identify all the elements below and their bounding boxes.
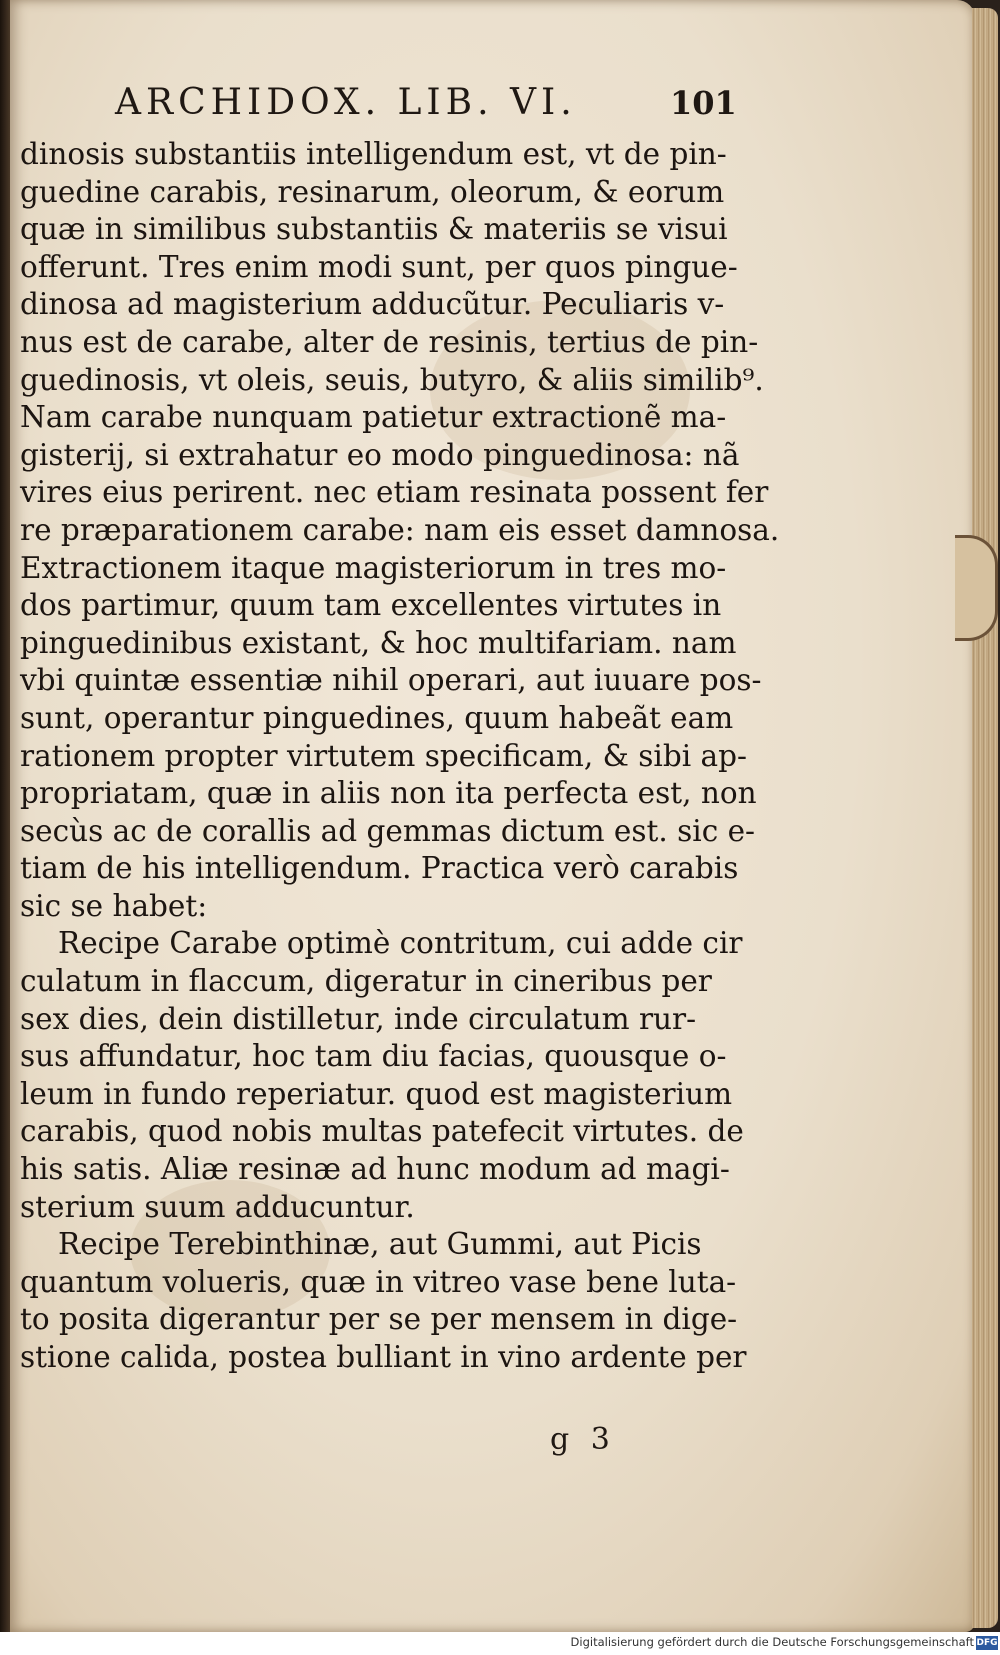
footer-bar [0, 1632, 1000, 1655]
paragraph-start-line: Recipe Terebinthinæ, aut Gummi, aut Picis [58, 1227, 702, 1262]
text-line: quantum volueris, quæ in vitreo vase bene luta- [20, 1264, 737, 1299]
text-line: propriatam, quæ in aliis non ita perfecta est, non [20, 776, 757, 811]
text-line: stione calida, postea bulliant in vino ardente per [20, 1340, 747, 1374]
thumb-tab [955, 535, 998, 641]
text-line: Extractionem itaque magisteriorum in tres mo- [20, 550, 727, 585]
text-line: sic se habet: [20, 888, 208, 923]
text-line: sus affundatur, hoc tam diu facias, quousque o- [20, 1039, 727, 1074]
text-line: leum in fundo reperiatur. quod est magisterium [20, 1076, 733, 1111]
text-line: offerunt. Tres enim modi sunt, per quos pingue- [20, 249, 738, 284]
text-line: vbi quintæ essentiæ nihil operari, aut iuuare pos- [20, 663, 762, 698]
dfg-logo: DFG [976, 1638, 998, 1648]
text-line: guedinosis, vt oleis, seuis, butyro, & aliis similib⁹. [20, 362, 764, 397]
signature-mark: g 3 [550, 1422, 616, 1457]
text-line: Nam carabe nunquam patietur extractionẽ ma- [20, 400, 727, 435]
paragraph-start-line: Recipe Carabe optimè contritum, cui adde cir [58, 926, 743, 961]
text-line: re præparationem carabe: nam eis esset damnosa. [20, 512, 780, 547]
text-line: secùs ac de corallis ad gemmas dictum est. sic e- [20, 813, 756, 848]
text-line: gisterij, si extrahatur eo modo pinguedinosa: nã [20, 437, 740, 472]
text-line: vires eius perirent. nec etiam resinata possent fer [20, 475, 769, 510]
page-number: 101 [670, 84, 737, 122]
body-text [20, 136, 780, 1377]
running-title: ARCHIDOX. LIB. VI. [115, 82, 577, 123]
text-line: sunt, operantur pinguedines, quum habeãt eam [20, 700, 734, 735]
text-line: carabis, quod nobis multas patefecit virtutes. de [20, 1114, 744, 1149]
text-line: to posita digerantur per se per mensem in dige- [20, 1302, 738, 1337]
text-line: pinguedinibus existant, & hoc multifariam. nam [20, 625, 737, 660]
text-line: sex dies, dein distilletur, inde circulatum rur- [20, 1001, 697, 1036]
text-line: quæ in similibus substantiis & materiis se visui [20, 212, 728, 247]
text-line: nus est de carabe, alter de resinis, tertius de pin- [20, 324, 759, 359]
text-line: sterium suum adducuntur. [20, 1189, 415, 1224]
text-line: tiam de his intelligendum. Practica verò carabis [20, 851, 739, 886]
text-line: guedine carabis, resinarum, oleorum, & eorum [20, 174, 725, 209]
page-header [115, 82, 735, 132]
text-line: his satis. Aliæ resinæ ad hunc modum ad magi- [20, 1152, 730, 1187]
text-line: dinosa ad magisterium adducũtur. Peculiaris v- [20, 287, 725, 322]
funding-credit: Digitalisierung gefördert durch die Deutsche Forschungsgemeinschaft [570, 1635, 974, 1649]
text-line: culatum in flaccum, digeratur in cineribus per [20, 964, 712, 999]
text-line: dos partimur, quum tam excellentes virtutes in [20, 588, 722, 623]
text-line: dinosis substantiis intelligendum est, vt de pin- [20, 137, 727, 171]
page-edges [972, 8, 998, 1628]
text-line: rationem propter virtutem specificam, & sibi ap- [20, 738, 747, 773]
